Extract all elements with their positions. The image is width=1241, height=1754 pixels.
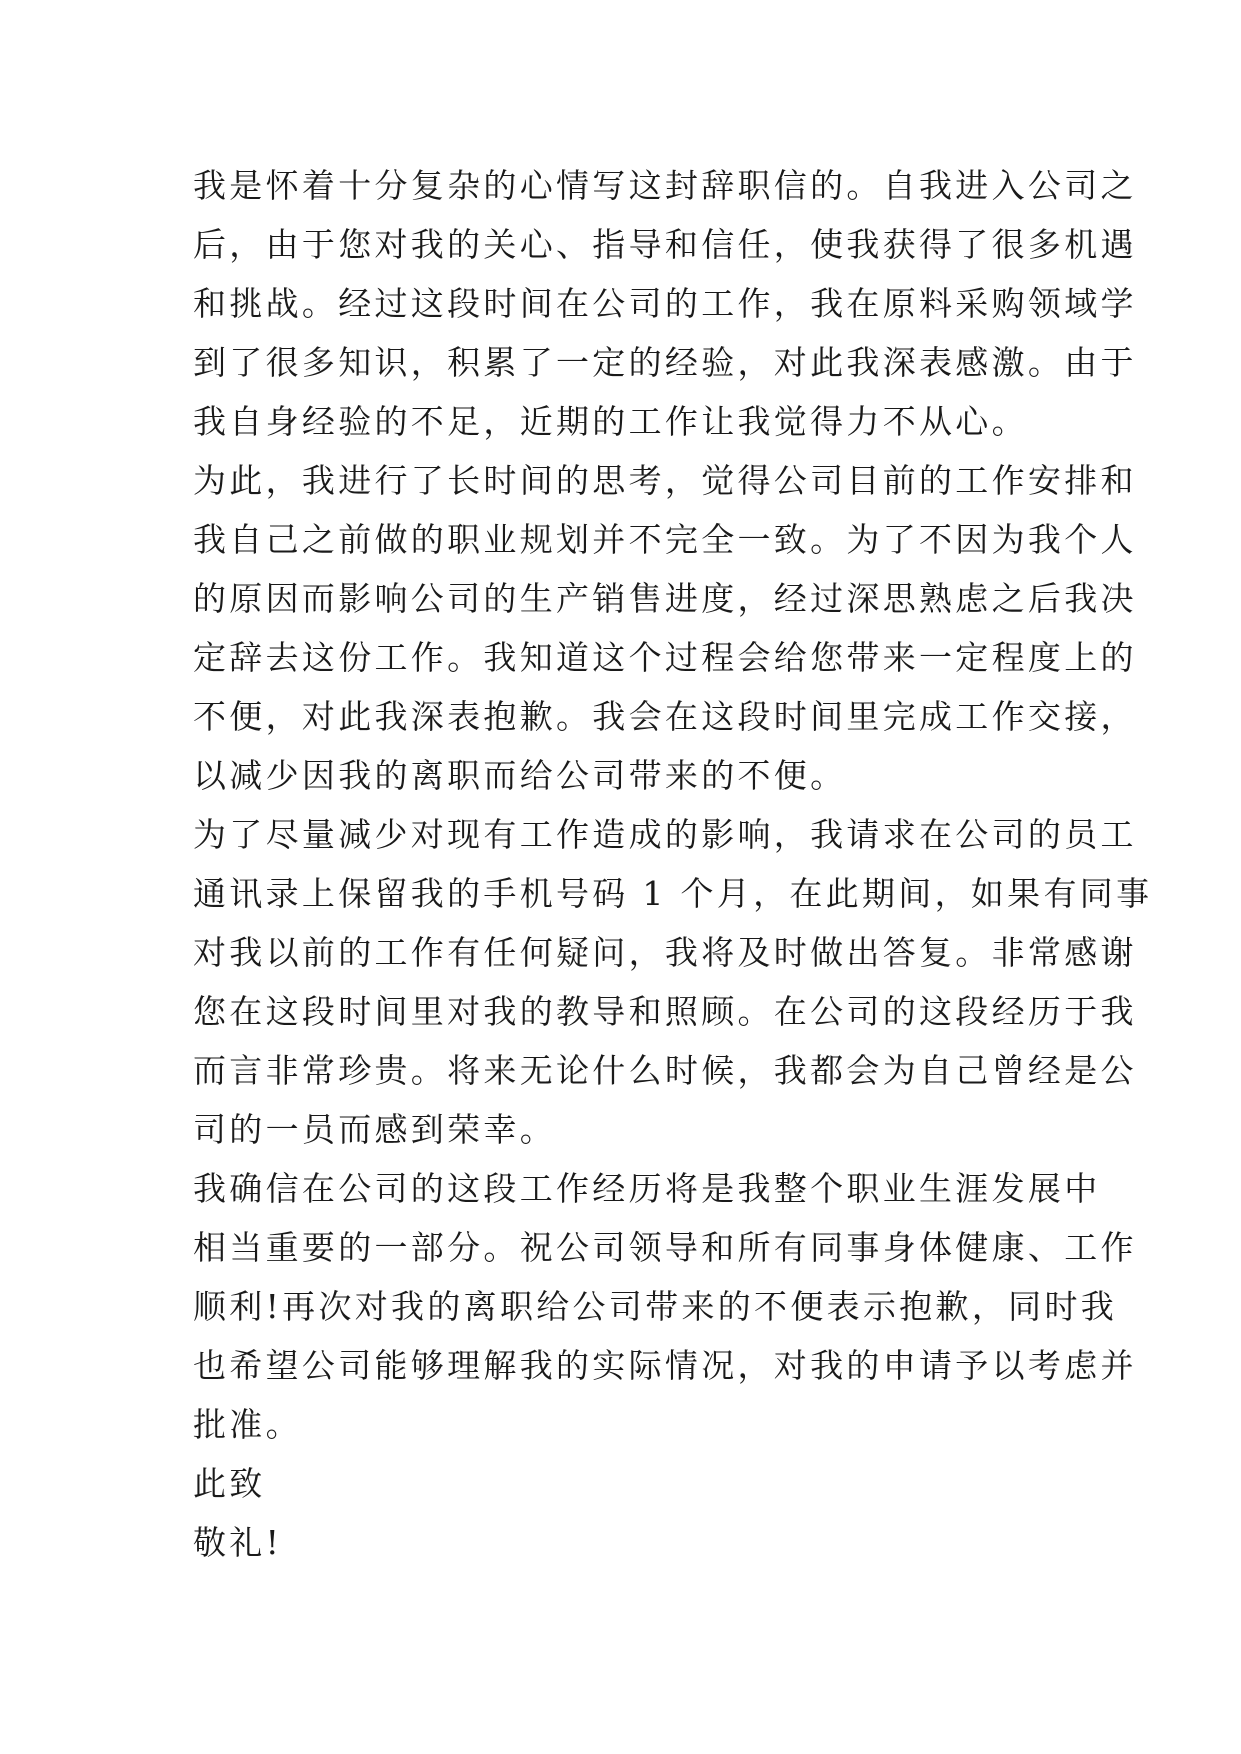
text-line: 您在这段时间里对我的教导和照顾。在公司的这段经历于我 <box>193 992 1137 1031</box>
text-line: 为了尽量减少对现有工作造成的影响，我请求在公司的员工 <box>193 815 1137 854</box>
text-line: 相当重要的一部分。祝公司领导和所有同事身体健康、工作 <box>193 1228 1137 1267</box>
text-line: 和挑战。经过这段时间在公司的工作，我在原料采购领域学 <box>193 284 1137 323</box>
text-line: 到了很多知识，积累了一定的经验，对此我深表感激。由于 <box>193 343 1137 382</box>
text-line: 后，由于您对我的关心、指导和信任，使我获得了很多机遇 <box>193 225 1137 264</box>
text-line: 批准。 <box>193 1405 302 1444</box>
text-line: 司的一员而感到荣幸。 <box>193 1110 556 1149</box>
text-line: 为此，我进行了长时间的思考，觉得公司目前的工作安排和 <box>193 461 1137 500</box>
text-line: 定辞去这份工作。我知道这个过程会给您带来一定程度上的 <box>193 638 1137 677</box>
text-line: 而言非常珍贵。将来无论什么时候，我都会为自己曾经是公 <box>193 1051 1137 1090</box>
text-line: 我自身经验的不足，近期的工作让我觉得力不从心。 <box>193 402 1028 441</box>
text-line: 通讯录上保留我的手机号码 1 个月，在此期间，如果有同事 <box>193 874 1153 913</box>
text-line: 我是怀着十分复杂的心情写这封辞职信的。自我进入公司之 <box>193 166 1137 205</box>
text-line: 的原因而影响公司的生产销售进度，经过深思熟虑之后我决 <box>193 579 1137 618</box>
text-line: 顺利!再次对我的离职给公司带来的不便表示抱歉，同时我 <box>193 1287 1118 1326</box>
text-line: 我自己之前做的职业规划并不完全一致。为了不因为我个人 <box>193 520 1137 559</box>
letter-body <box>193 156 1153 1572</box>
text-line: 我确信在公司的这段工作经历将是我整个职业生涯发展中 <box>193 1169 1101 1208</box>
closing-regards: 敬礼! <box>193 1523 283 1562</box>
closing-salutation: 此致 <box>193 1464 266 1503</box>
text-line: 不便，对此我深表抱歉。我会在这段时间里完成工作交接， <box>193 697 1137 736</box>
text-line: 对我以前的工作有任何疑问，我将及时做出答复。非常感谢 <box>193 933 1137 972</box>
text-line: 也希望公司能够理解我的实际情况，对我的申请予以考虑并 <box>193 1346 1137 1385</box>
text-line: 以减少因我的离职而给公司带来的不便。 <box>193 756 847 795</box>
